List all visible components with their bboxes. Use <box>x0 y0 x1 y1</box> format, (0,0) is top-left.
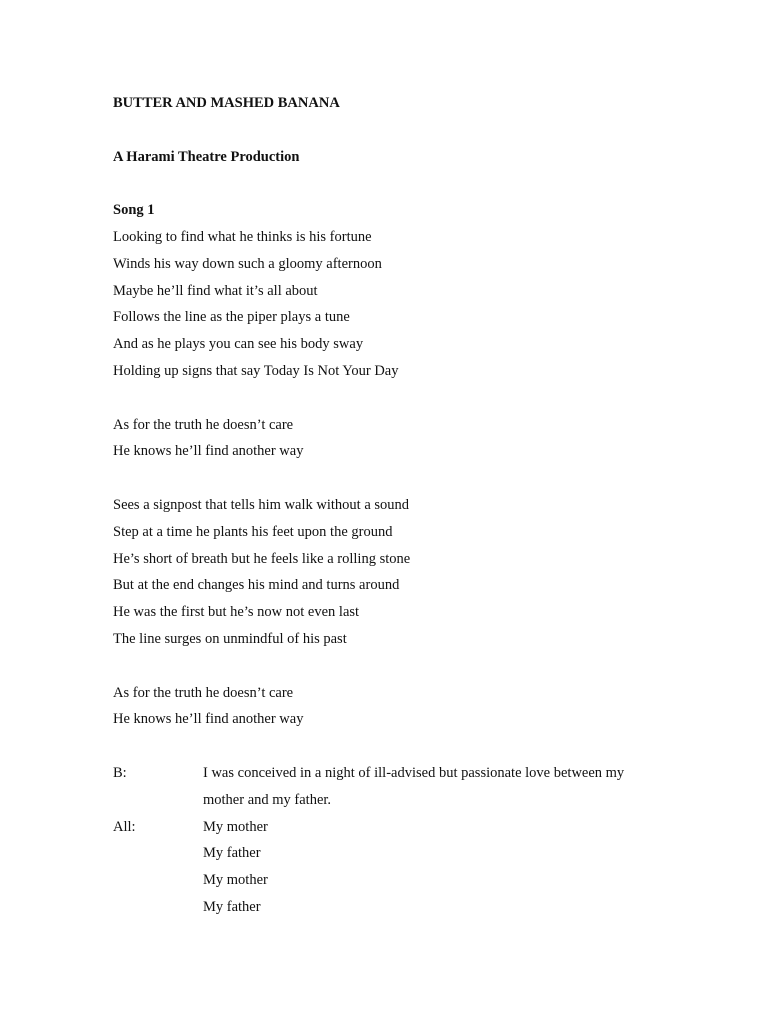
lyric-line: The line surges on unmindful of his past <box>113 630 347 647</box>
speaker-label: All: <box>113 818 136 835</box>
lyric-line: As for the truth he doesn’t care <box>113 416 294 433</box>
lyric-line: Follows the line as the piper plays a tune <box>113 309 350 326</box>
verse-2 <box>113 492 673 653</box>
speech-line: I was conceived in a night of ill-advised but passionate love between my <box>203 764 625 781</box>
lyric-line: Looking to find what he thinks is his fortune <box>113 228 372 245</box>
lyric-line: He’s short of breath but he feels like a rolling stone <box>113 550 411 567</box>
play-title: BUTTER AND MASHED BANANA <box>113 95 340 111</box>
song-label: Song 1 <box>113 202 155 219</box>
lyric-line: He knows he’ll find another way <box>113 711 304 728</box>
lyric-line: As for the truth he doesn’t care <box>113 684 294 701</box>
verse-1 <box>113 224 673 385</box>
lyric-line: And as he plays you can see his body sway <box>113 336 364 353</box>
production-subtitle: A Harami Theatre Production <box>113 148 300 165</box>
script-page <box>113 90 673 921</box>
lyric-line: He was the first but he’s now not even last <box>113 604 360 621</box>
lyric-line: Step at a time he plants his feet upon the ground <box>113 523 393 540</box>
lyric-line: Maybe he’ll find what it’s all about <box>113 282 318 299</box>
chorus-1 <box>113 412 673 466</box>
speaker-label: B: <box>113 764 127 781</box>
lyric-line: Sees a signpost that tells him walk without a sound <box>113 496 410 513</box>
lyric-line: He knows he’ll find another way <box>113 443 304 460</box>
speech-line: My mother <box>203 872 268 889</box>
speech-line: My mother <box>203 818 268 835</box>
chorus-2 <box>113 680 673 734</box>
speech-line: mother and my father. <box>203 791 332 808</box>
dialogue-block <box>113 760 673 921</box>
speech-line: My father <box>203 845 261 862</box>
speech-line: My father <box>203 898 261 915</box>
lyric-line: But at the end changes his mind and turns around <box>113 577 400 594</box>
lyric-line: Holding up signs that say Today Is Not Your Day <box>113 362 399 379</box>
lyric-line: Winds his way down such a gloomy afternoon <box>113 255 382 272</box>
